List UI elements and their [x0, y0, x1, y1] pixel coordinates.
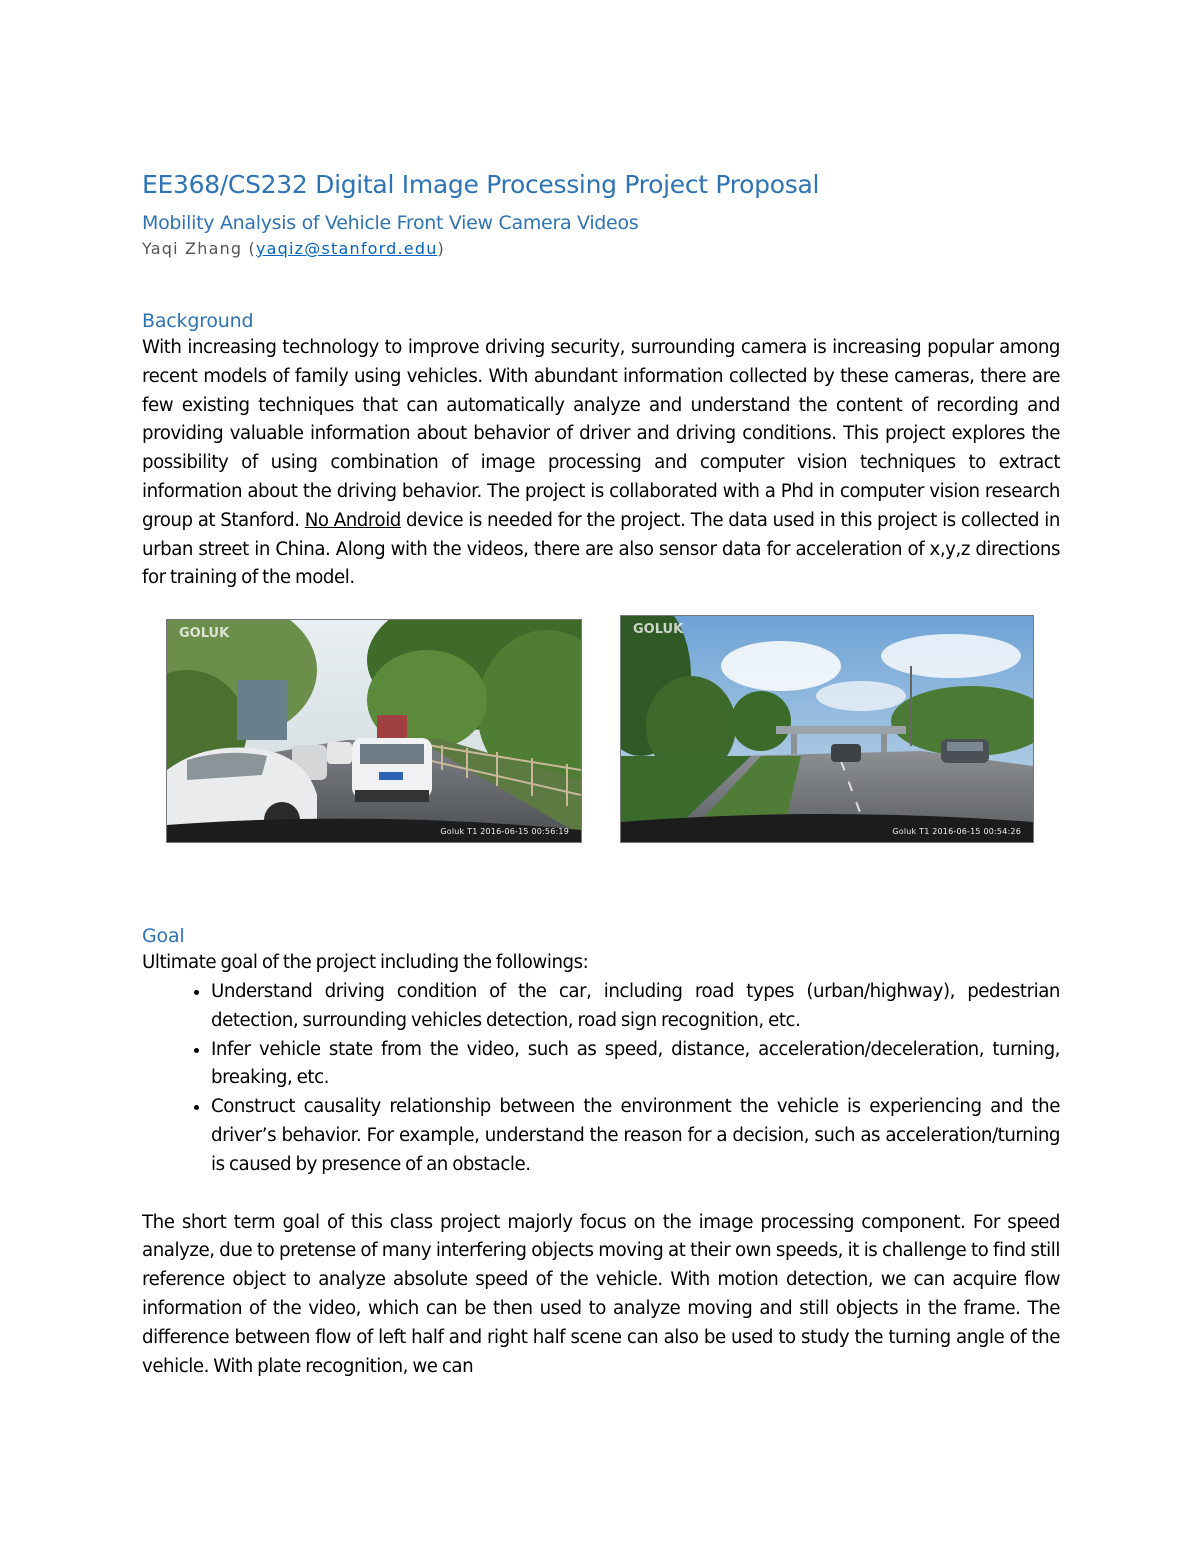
- goal-heading: Goal: [142, 925, 185, 948]
- author-name: Yaqi Zhang (: [142, 239, 256, 258]
- goal-list-item: • Construct causality relationship between the environment the vehicle is experiencing and the driver’s behavior. For example, understand the reason for a decision, such as acceleration/turning is caused by presence of an obstacle.: [211, 1093, 1060, 1179]
- author-close: ): [437, 239, 445, 258]
- document-subtitle: Mobility Analysis of Vehicle Front View Camera Videos: [142, 212, 639, 234]
- dashcam-photo-highway-image: [621, 616, 1033, 842]
- background-text-1: With increasing technology to improve driving security, surrounding camera is increasing popular among recent models of family using vehicles. With abundant information collected by these cameras, there are few existing techniques that can automatically analyze and understand the content of recording and providing valuable information about behavior of driver and driving conditions. This project explores the possibility of using combination of image processing and computer vision techniques to extract information about the driving behavior. The project is collaborated with a Phd in computer vision research group at Stanford.: [142, 337, 1060, 531]
- paragraph-spacer: [142, 1180, 1060, 1209]
- goal-list: [142, 978, 1060, 1180]
- background-text-2: device is needed for the project. The data used in this project is collected in urban street in China. Along with the videos, there are also sensor data for acceleration of x,y,z directions for training of the model.: [142, 509, 1060, 589]
- photo-timestamp: Goluk T1 2016-06-15 00:54:26: [892, 827, 1021, 837]
- background-paragraph: [142, 334, 1060, 593]
- goal-list-item: • Infer vehicle state from the video, such as speed, distance, acceleration/deceleration, turning, breaking, etc.: [211, 1036, 1060, 1094]
- dashcam-photo-highway: [620, 615, 1034, 843]
- photo-row: [142, 611, 1060, 881]
- author-line: [142, 238, 1060, 260]
- short-term-paragraph: The short term goal of this class project majorly focus on the image processing component. For speed analyze, due to pretense of many interfering objects moving at their own speeds, it is challenge to find still reference object to analyze absolute speed of the vehicle. With motion detection, we can acquire flow information of the video, which can be then used to analyze moving and still objects in the frame. The difference between flow of left half and right half scene can also be used to study the turning angle of the vehicle. With plate recognition, we can: [142, 1211, 1060, 1377]
- document-title: EE368/CS232 Digital Image Processing Project Proposal: [142, 170, 820, 199]
- photo-watermark: GOLUK: [633, 622, 684, 638]
- document-page: [142, 168, 1060, 1381]
- background-underlined-text: No Android: [304, 509, 401, 531]
- dashcam-photo-urban: [166, 619, 582, 843]
- goal-list-item: • Understand driving condition of the car, including road types (urban/highway), pedestrian detection, surrounding vehicles detection, road sign recognition, etc.: [211, 978, 1060, 1036]
- background-heading: Background: [142, 310, 254, 332]
- dashcam-photo-urban-image: [167, 620, 581, 842]
- photo-timestamp: Goluk T1 2016-06-15 00:56:19: [440, 827, 569, 837]
- author-email-link[interactable]: yaqiz@stanford.edu: [256, 239, 438, 258]
- goal-intro: Ultimate goal of the project including the followings:: [142, 952, 589, 974]
- photo-watermark: GOLUK: [179, 626, 230, 642]
